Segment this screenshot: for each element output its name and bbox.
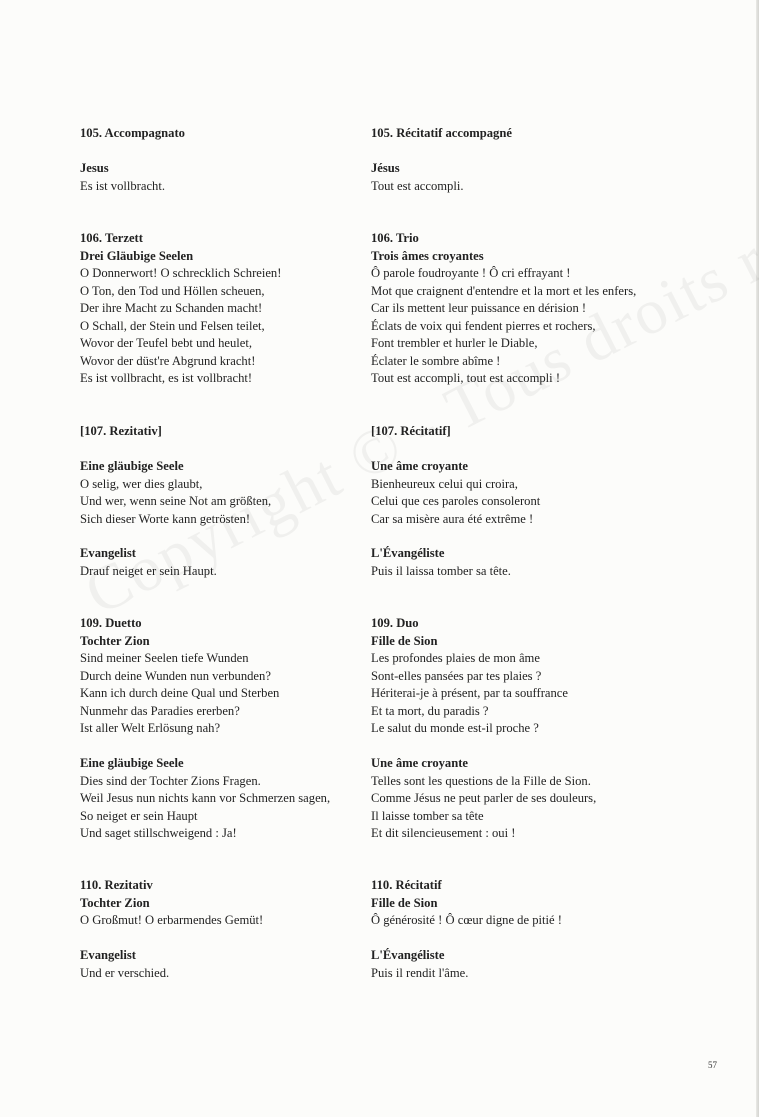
german-heading: Drei Gläubige Seelen xyxy=(80,248,194,263)
french-text-line: Le salut du monde est-il proche ? xyxy=(371,721,539,735)
french-heading: Trois âmes croyantes xyxy=(371,248,484,263)
german-text-line: Drauf neiget er sein Haupt. xyxy=(80,563,217,578)
french-heading: L'Évangéliste xyxy=(371,948,445,962)
german-section xyxy=(80,877,380,930)
french-text-line: Ô générosité ! Ô cœur digne de pitié ! xyxy=(371,913,562,927)
german-section xyxy=(80,458,380,528)
french-text-line: Puis il rendit l'âme. xyxy=(371,965,469,980)
french-text-line: Mot que craignent d'entendre et la mort et les enfers, xyxy=(371,283,637,298)
german-text-line: Kann ich durch deine Qual und Sterben xyxy=(80,686,280,700)
german-text-line: Sich dieser Worte kann getrösten! xyxy=(80,511,251,526)
french-section xyxy=(371,230,671,388)
french-text-line: Hériterai-je à présent, par ta souffrance xyxy=(371,686,568,700)
german-section xyxy=(80,947,380,982)
german-text-line: Es ist vollbracht. xyxy=(80,178,165,193)
french-text-line: Bienheureux celui qui croira, xyxy=(371,476,518,491)
french-heading: 105. Récitatif accompagné xyxy=(371,126,512,140)
german-heading: Jesus xyxy=(80,161,109,175)
french-section xyxy=(371,947,671,982)
french-heading: L'Évangéliste xyxy=(371,546,445,560)
french-text-line: Font trembler et hurler le Diable, xyxy=(371,336,538,350)
german-section xyxy=(80,230,380,388)
german-heading: Evangelist xyxy=(80,546,136,560)
german-text-line: Durch deine Wunden nun verbunden? xyxy=(80,668,271,683)
german-text-line: Und wer, wenn seine Not am größten, xyxy=(80,494,272,508)
german-text-line: Ist aller Welt Erlösung nah? xyxy=(80,721,221,735)
german-text-line: Und er verschied. xyxy=(80,965,170,980)
german-heading: Eine gläubige Seele xyxy=(80,756,184,770)
german-heading: Evangelist xyxy=(80,948,136,962)
french-heading: Fille de Sion xyxy=(371,633,438,648)
french-text-line: Telles sont les questions de la Fille de Sion. xyxy=(371,773,591,788)
french-text-line: Éclats de voix qui fendent pierres et rochers, xyxy=(371,318,596,333)
german-heading: Eine gläubige Seele xyxy=(80,459,184,473)
german-heading: Tochter Zion xyxy=(80,633,150,648)
german-text-line: Dies sind der Tochter Zions Fragen. xyxy=(80,773,261,788)
german-text-line: Nunmehr das Paradies ererben? xyxy=(80,703,240,718)
german-text-line: Wovor der Teufel bebt und heulet, xyxy=(80,336,253,350)
french-section xyxy=(371,615,671,738)
german-section xyxy=(80,125,380,143)
french-section xyxy=(371,423,671,441)
german-heading: 109. Duetto xyxy=(80,616,142,630)
french-text-line: Car sa misère aura été extrême ! xyxy=(371,511,534,526)
french-heading: Une âme croyante xyxy=(371,459,468,473)
french-section xyxy=(371,160,671,195)
french-heading: 109. Duo xyxy=(371,616,419,630)
german-heading: 110. Rezitativ xyxy=(80,878,153,892)
german-section xyxy=(80,545,380,580)
french-section xyxy=(371,458,671,528)
french-text-line: Puis il laissa tomber sa tête. xyxy=(371,563,511,578)
german-text-line: O Großmut! O erbarmendes Gemüt! xyxy=(80,913,264,927)
german-text-line: Sind meiner Seelen tiefe Wunden xyxy=(80,651,249,665)
french-heading: 110. Récitatif xyxy=(371,878,442,892)
german-text-line: So neiget er sein Haupt xyxy=(80,808,198,823)
french-section xyxy=(371,877,671,930)
german-text-line: O Ton, den Tod und Höllen scheuen, xyxy=(80,283,265,298)
german-heading: 106. Terzett xyxy=(80,231,143,245)
french-text-line: Éclater le sombre abîme ! xyxy=(371,353,501,368)
french-section xyxy=(371,125,671,143)
french-heading: [107. Récitatif] xyxy=(371,424,451,438)
french-text-line: Tout est accompli, tout est accompli ! xyxy=(371,371,561,385)
french-heading: 106. Trio xyxy=(371,231,419,245)
french-text-line: Et dit silencieusement : oui ! xyxy=(371,826,516,840)
german-text-line: Es ist vollbracht, es ist vollbracht! xyxy=(80,371,253,385)
german-section xyxy=(80,423,380,441)
french-section xyxy=(371,755,671,843)
french-text-line: Ô parole foudroyante ! Ô cri effrayant ! xyxy=(371,266,571,280)
french-text-line: Les profondes plaies de mon âme xyxy=(371,651,540,665)
german-text-line: O selig, wer dies glaubt, xyxy=(80,476,203,491)
french-text-line: Et ta mort, du paradis ? xyxy=(371,703,489,718)
german-section xyxy=(80,160,380,195)
page-number: 57 xyxy=(708,1060,717,1070)
french-text-line: Car ils mettent leur puissance en dérision ! xyxy=(371,301,587,315)
french-heading: Une âme croyante xyxy=(371,756,468,770)
german-text-line: Wovor der düst're Abgrund kracht! xyxy=(80,353,256,368)
french-section xyxy=(371,545,671,580)
french-text-line: Celui que ces paroles consoleront xyxy=(371,494,541,508)
french-text-line: Comme Jésus ne peut parler de ses douleurs, xyxy=(371,791,597,805)
german-heading: Tochter Zion xyxy=(80,895,150,910)
german-heading: [107. Rezitativ] xyxy=(80,424,162,438)
french-heading: Jésus xyxy=(371,161,400,175)
german-section xyxy=(80,615,380,738)
german-section xyxy=(80,755,380,843)
german-text-line: Der ihre Macht zu Schanden macht! xyxy=(80,301,263,315)
french-heading: Fille de Sion xyxy=(371,895,438,910)
french-text-line: Tout est accompli. xyxy=(371,178,464,193)
french-text-line: Sont-elles pansées par tes plaies ? xyxy=(371,668,542,683)
german-text-line: O Schall, der Stein und Felsen teilet, xyxy=(80,318,265,333)
french-text-line: Il laisse tomber sa tête xyxy=(371,808,484,823)
german-text-line: Und saget stillschweigend : Ja! xyxy=(80,826,237,840)
german-text-line: O Donnerwort! O schrecklich Schreien! xyxy=(80,266,282,280)
german-heading: 105. Accompagnato xyxy=(80,126,185,140)
german-text-line: Weil Jesus nun nichts kann vor Schmerzen sagen, xyxy=(80,791,331,805)
